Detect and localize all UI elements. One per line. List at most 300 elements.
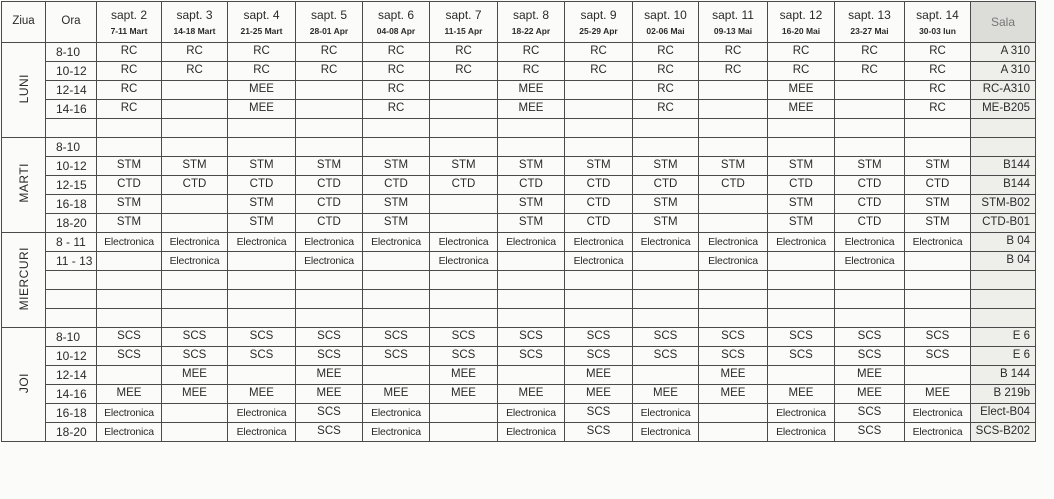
course-cell [835, 119, 905, 138]
course-cell [633, 138, 699, 157]
course-cell: STM [97, 195, 162, 214]
course-cell [905, 366, 971, 385]
course-cell: RC [430, 62, 498, 81]
hour-cell: 16-18 [46, 195, 97, 214]
course-cell: SCS [498, 347, 565, 366]
room-cell: CTD-B01 [971, 214, 1036, 233]
course-cell [228, 252, 296, 271]
course-cell: SCS [97, 347, 162, 366]
schedule-row [2, 328, 1036, 347]
course-cell [699, 290, 768, 309]
course-cell [699, 195, 768, 214]
course-cell [905, 271, 971, 290]
course-cell: MEE [296, 385, 363, 404]
course-cell: STM [699, 157, 768, 176]
course-cell: MEE [430, 385, 498, 404]
week-dates: 16-20 Mai [781, 25, 821, 36]
course-cell [296, 119, 363, 138]
course-cell [768, 366, 835, 385]
course-cell [498, 252, 565, 271]
course-cell: RC [162, 62, 228, 81]
course-cell [633, 271, 699, 290]
course-cell: CTD [835, 195, 905, 214]
course-cell: Electronica [430, 233, 498, 252]
course-cell: Electronica [162, 233, 228, 252]
hour-cell: 12-15 [46, 176, 97, 195]
course-cell: SCS [296, 328, 363, 347]
course-cell [430, 404, 498, 423]
course-cell: STM [97, 214, 162, 233]
week-name: sapt. 12 [779, 7, 823, 22]
course-cell [430, 195, 498, 214]
course-cell: STM [97, 157, 162, 176]
course-cell [905, 138, 971, 157]
course-cell [699, 138, 768, 157]
course-cell: MEE [228, 81, 296, 100]
week-header [768, 2, 835, 43]
day-label: MARTI [16, 163, 31, 204]
course-cell: RC [768, 62, 835, 81]
room-cell: B 04 [971, 252, 1036, 271]
course-cell: SCS [835, 404, 905, 423]
course-cell: MEE [565, 385, 633, 404]
schedule-row [2, 271, 1036, 290]
course-cell [363, 252, 430, 271]
course-cell [905, 309, 971, 328]
week-dates: 25-29 Apr [579, 25, 618, 36]
course-cell: MEE [97, 385, 162, 404]
course-cell [162, 214, 228, 233]
course-cell: STM [633, 195, 699, 214]
course-cell: CTD [633, 176, 699, 195]
room-cell: RC-A310 [971, 81, 1036, 100]
course-cell: Electronica [97, 423, 162, 442]
week-header [363, 2, 430, 43]
course-cell [565, 119, 633, 138]
course-cell: STM [498, 157, 565, 176]
course-cell [699, 81, 768, 100]
course-cell [699, 423, 768, 442]
course-cell [633, 252, 699, 271]
room-cell: B144 [971, 176, 1036, 195]
room-cell: A 310 [971, 62, 1036, 81]
course-cell: SCS [633, 328, 699, 347]
day-column-header: Ziua [2, 2, 46, 43]
course-cell: MEE [835, 366, 905, 385]
course-cell: SCS [768, 347, 835, 366]
course-cell [97, 271, 162, 290]
schedule-row [2, 157, 1036, 176]
hour-cell: 16-18 [46, 404, 97, 423]
course-cell: Electronica [430, 252, 498, 271]
room-cell: Elect-B04 [971, 404, 1036, 423]
course-cell: RC [835, 43, 905, 62]
course-cell: CTD [296, 195, 363, 214]
week-header [498, 2, 565, 43]
week-name: sapt. 4 [243, 7, 280, 22]
course-cell [565, 81, 633, 100]
course-cell: SCS [498, 328, 565, 347]
week-header [835, 2, 905, 43]
week-header [565, 2, 633, 43]
course-cell: RC [162, 43, 228, 62]
course-cell: Electronica [633, 233, 699, 252]
day-cell [2, 233, 46, 328]
course-cell: STM [565, 157, 633, 176]
course-cell: MEE [905, 385, 971, 404]
week-header [699, 2, 768, 43]
course-cell: RC [565, 43, 633, 62]
course-cell: STM [905, 195, 971, 214]
course-cell [296, 290, 363, 309]
week-name: sapt. 9 [580, 7, 617, 22]
course-cell: CTD [430, 176, 498, 195]
course-cell [633, 290, 699, 309]
course-cell: STM [768, 195, 835, 214]
course-cell [162, 81, 228, 100]
course-cell: RC [498, 43, 565, 62]
course-cell: SCS [296, 347, 363, 366]
course-cell [699, 309, 768, 328]
course-cell [699, 100, 768, 119]
course-cell: STM [296, 157, 363, 176]
room-cell: E 6 [971, 328, 1036, 347]
course-cell: SCS [430, 347, 498, 366]
schedule-row [2, 366, 1036, 385]
day-cell [2, 43, 46, 138]
course-cell: SCS [835, 347, 905, 366]
course-cell: STM [835, 157, 905, 176]
schedule-row [2, 195, 1036, 214]
course-cell: SCS [633, 347, 699, 366]
course-cell: SCS [905, 328, 971, 347]
course-cell: CTD [363, 176, 430, 195]
course-cell [565, 290, 633, 309]
course-cell [699, 404, 768, 423]
schedule-table [1, 1, 1036, 442]
course-cell: RC [633, 100, 699, 119]
course-cell: SCS [228, 347, 296, 366]
course-cell: MEE [565, 366, 633, 385]
course-cell [430, 81, 498, 100]
course-cell: STM [363, 157, 430, 176]
course-cell [162, 271, 228, 290]
course-cell: Electronica [905, 404, 971, 423]
hour-cell: 12-14 [46, 366, 97, 385]
course-cell [633, 366, 699, 385]
course-cell: RC [363, 81, 430, 100]
course-cell [498, 138, 565, 157]
course-cell: MEE [768, 81, 835, 100]
course-cell: RC [768, 43, 835, 62]
course-cell: CTD [905, 176, 971, 195]
week-name: sapt. 5 [310, 7, 348, 22]
course-cell [228, 290, 296, 309]
course-cell: SCS [565, 328, 633, 347]
course-cell [565, 309, 633, 328]
course-cell: STM [498, 214, 565, 233]
day-cell [2, 138, 46, 233]
course-cell: MEE [363, 385, 430, 404]
course-cell: Electronica [97, 404, 162, 423]
hour-cell [46, 119, 97, 138]
room-cell: B 144 [971, 366, 1036, 385]
course-cell: SCS [430, 328, 498, 347]
course-cell [97, 290, 162, 309]
course-cell [296, 309, 363, 328]
course-cell: RC [97, 100, 162, 119]
course-cell [97, 252, 162, 271]
course-cell: SCS [296, 404, 363, 423]
course-cell: MEE [498, 81, 565, 100]
course-cell: SCS [228, 328, 296, 347]
room-cell: E 6 [971, 347, 1036, 366]
week-name: sapt. 14 [916, 7, 959, 22]
course-cell: MEE [768, 385, 835, 404]
course-cell: RC [835, 62, 905, 81]
week-name: sapt. 8 [512, 7, 550, 22]
course-cell: SCS [363, 328, 430, 347]
course-cell [162, 290, 228, 309]
course-cell: MEE [430, 366, 498, 385]
week-name: sapt. 13 [848, 7, 891, 22]
course-cell [905, 290, 971, 309]
hour-cell: 12-14 [46, 81, 97, 100]
course-cell [162, 423, 228, 442]
course-cell: CTD [699, 176, 768, 195]
course-cell [430, 138, 498, 157]
schedule-row [2, 81, 1036, 100]
course-cell: RC [363, 100, 430, 119]
room-cell [971, 290, 1036, 309]
course-cell: STM [363, 195, 430, 214]
course-cell: MEE [699, 366, 768, 385]
week-name: sapt. 7 [445, 7, 482, 22]
course-cell: SCS [835, 328, 905, 347]
course-cell: Electronica [699, 233, 768, 252]
course-cell: MEE [228, 100, 296, 119]
room-cell: B144 [971, 157, 1036, 176]
hour-cell: 18-20 [46, 423, 97, 442]
day-label: JOI [16, 372, 31, 393]
course-cell [97, 309, 162, 328]
course-cell [363, 366, 430, 385]
hour-column-header: Ora [46, 2, 97, 43]
course-cell: STM [228, 195, 296, 214]
course-cell: STM [633, 157, 699, 176]
course-cell: Electronica [363, 423, 430, 442]
hour-cell: 8 - 11 [46, 233, 97, 252]
course-cell: CTD [97, 176, 162, 195]
course-cell: RC [228, 62, 296, 81]
hour-cell: 14-16 [46, 100, 97, 119]
week-dates: 30-03 Iun [919, 25, 956, 36]
course-cell: STM [228, 157, 296, 176]
course-cell [699, 271, 768, 290]
course-cell: STM [430, 157, 498, 176]
course-cell [430, 423, 498, 442]
week-header [97, 2, 162, 43]
course-cell [162, 138, 228, 157]
course-cell: Electronica [835, 233, 905, 252]
course-cell: RC [633, 62, 699, 81]
week-name: sapt. 6 [377, 7, 415, 22]
week-header [228, 2, 296, 43]
course-cell [498, 366, 565, 385]
room-cell [971, 309, 1036, 328]
course-cell [162, 100, 228, 119]
course-cell: RC [905, 81, 971, 100]
room-column-header: Sala [971, 2, 1036, 43]
course-cell: RC [97, 62, 162, 81]
course-cell: CTD [565, 214, 633, 233]
schedule-row [2, 100, 1036, 119]
course-cell [498, 271, 565, 290]
course-cell: STM [905, 214, 971, 233]
course-cell [296, 271, 363, 290]
room-cell: STM-B02 [971, 195, 1036, 214]
week-dates: 14-18 Mart [173, 25, 216, 36]
hour-cell [46, 290, 97, 309]
course-cell [296, 81, 363, 100]
schedule-row [2, 138, 1036, 157]
course-cell: MEE [633, 385, 699, 404]
course-cell: STM [498, 195, 565, 214]
room-cell: ME-B205 [971, 100, 1036, 119]
week-dates: 02-06 Mai [646, 25, 685, 36]
room-cell: A 310 [971, 43, 1036, 62]
course-cell [430, 214, 498, 233]
schedule-row [2, 43, 1036, 62]
course-cell: STM [633, 214, 699, 233]
course-cell: MEE [498, 385, 565, 404]
course-cell: RC [228, 43, 296, 62]
course-cell [363, 271, 430, 290]
course-cell [296, 138, 363, 157]
course-cell [296, 100, 363, 119]
course-cell [363, 309, 430, 328]
week-dates: 18-22 Apr [511, 25, 551, 36]
week-header [633, 2, 699, 43]
day-cell [2, 328, 46, 442]
course-cell [162, 195, 228, 214]
hour-cell: 10-12 [46, 157, 97, 176]
schedule-row [2, 385, 1036, 404]
course-cell [228, 271, 296, 290]
course-cell: RC [633, 81, 699, 100]
course-cell: SCS [162, 328, 228, 347]
course-cell [363, 290, 430, 309]
course-cell [228, 138, 296, 157]
course-cell: CTD [228, 176, 296, 195]
course-cell: RC [905, 43, 971, 62]
course-cell [162, 119, 228, 138]
course-cell: STM [228, 214, 296, 233]
course-cell [228, 309, 296, 328]
course-cell [565, 100, 633, 119]
course-cell: Electronica [768, 423, 835, 442]
schedule-row [2, 252, 1036, 271]
course-cell: RC [633, 43, 699, 62]
hour-cell [46, 271, 97, 290]
course-cell: CTD [498, 176, 565, 195]
course-cell: RC [905, 62, 971, 81]
hour-cell: 10-12 [46, 347, 97, 366]
course-cell: MEE [162, 366, 228, 385]
course-cell [498, 309, 565, 328]
course-cell [162, 309, 228, 328]
course-cell: RC [363, 62, 430, 81]
course-cell: MEE [699, 385, 768, 404]
schedule-row [2, 233, 1036, 252]
schedule-row [2, 347, 1036, 366]
course-cell [565, 138, 633, 157]
course-cell: CTD [768, 176, 835, 195]
course-cell [162, 404, 228, 423]
course-cell: MEE [835, 385, 905, 404]
course-cell: MEE [162, 385, 228, 404]
course-cell: RC [699, 43, 768, 62]
course-cell: SCS [296, 423, 363, 442]
course-cell: MEE [228, 385, 296, 404]
course-cell [228, 119, 296, 138]
course-cell: MEE [498, 100, 565, 119]
hour-cell: 18-20 [46, 214, 97, 233]
room-cell [971, 119, 1036, 138]
room-cell: B 219b [971, 385, 1036, 404]
course-cell: Electronica [498, 423, 565, 442]
course-cell: CTD [296, 214, 363, 233]
course-cell: SCS [565, 404, 633, 423]
course-cell: Electronica [905, 423, 971, 442]
day-label: LUNI [16, 73, 31, 103]
course-cell [498, 290, 565, 309]
course-cell: RC [905, 100, 971, 119]
course-cell: Electronica [363, 404, 430, 423]
week-dates: 28-01 Apr [309, 25, 349, 36]
course-cell: CTD [835, 176, 905, 195]
week-dates: 09-13 Mai [713, 25, 753, 36]
course-cell: RC [296, 43, 363, 62]
course-cell: MEE [296, 366, 363, 385]
course-cell: Electronica [162, 252, 228, 271]
hour-cell: 8-10 [46, 43, 97, 62]
course-cell [97, 366, 162, 385]
course-cell: MEE [768, 100, 835, 119]
course-cell [835, 100, 905, 119]
course-cell [363, 119, 430, 138]
course-cell: Electronica [498, 233, 565, 252]
hour-cell: 14-16 [46, 385, 97, 404]
hour-cell: 11 - 13 [46, 252, 97, 271]
course-cell: RC [699, 62, 768, 81]
course-cell: Electronica [633, 404, 699, 423]
schedule-row [2, 62, 1036, 81]
schedule-row [2, 309, 1036, 328]
course-cell [565, 271, 633, 290]
course-cell: Electronica [905, 233, 971, 252]
week-dates: 21-25 Mart [240, 25, 283, 36]
course-cell: Electronica [565, 233, 633, 252]
course-cell: SCS [565, 423, 633, 442]
week-name: sapt. 11 [712, 7, 754, 22]
course-cell: SCS [905, 347, 971, 366]
course-cell: Electronica [228, 233, 296, 252]
course-cell [363, 138, 430, 157]
course-cell: Electronica [228, 404, 296, 423]
course-cell: Electronica [363, 233, 430, 252]
course-cell [97, 119, 162, 138]
